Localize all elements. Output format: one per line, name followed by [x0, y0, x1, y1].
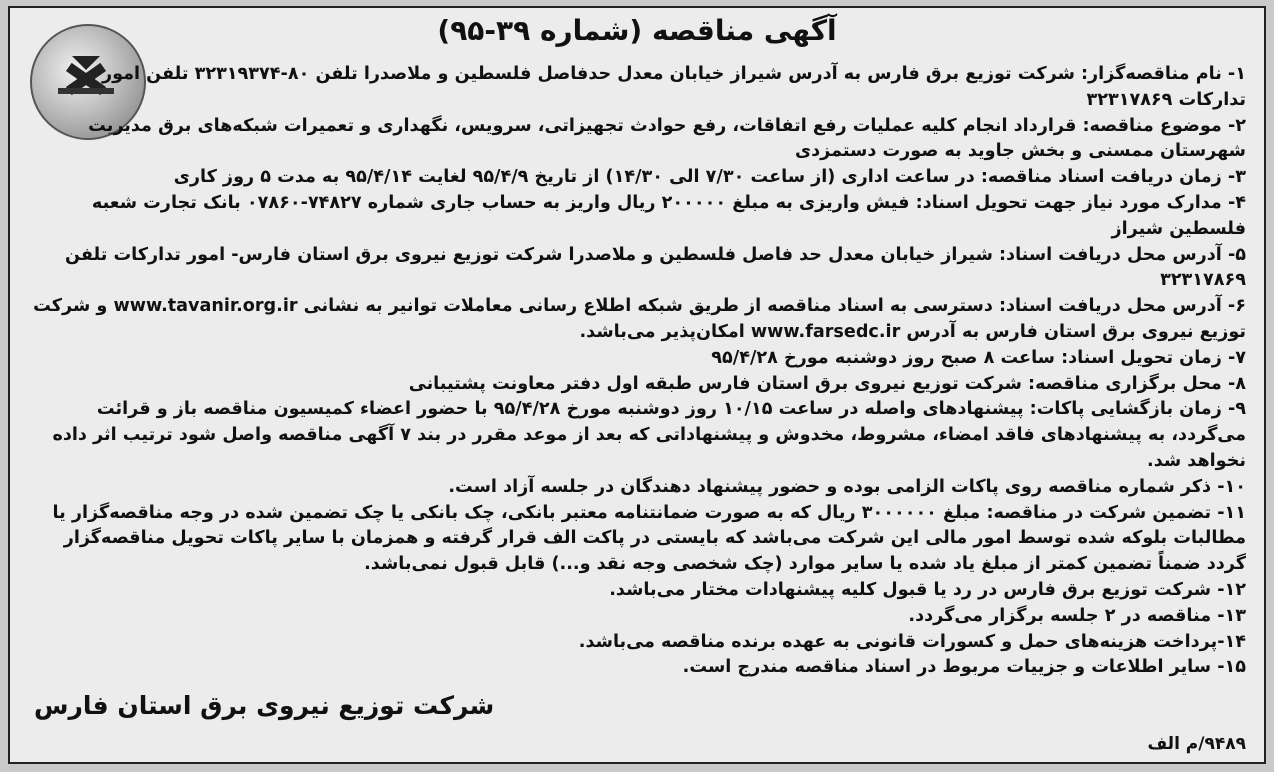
notice-title: آگهی مناقصه (شماره ۳۹-۹۵) [437, 14, 837, 47]
company-signature: شرکت توزیع نیروی برق استان فارس [34, 691, 495, 720]
item-3: ۳- زمان دریافت اسناد مناقصه: در ساعت اداری (از ساعت ۷/۳۰ الی ۱۴/۳۰) از تاریخ ۹۵/۴/۹ لغایت ۹۵/۴/۱۴ به مدت ۵ روز کاری [173, 167, 1246, 188]
item-6: ۶- آدرس محل دریافت اسناد: دسترسی به اسناد مناقصه از طریق شبکه اطلاع رسانی معاملات توانیر به نشانی www.tavanir.org.ir و شرکت توزیع نیروی برق استان فارس به آدرس www.farsedc.ir امکان‌پذیر می‌باشد. [33, 296, 1246, 342]
notice-body [32, 62, 1246, 681]
reference-number: ۹۴۸۹/م الف [1147, 734, 1246, 754]
item-13: ۱۳- مناقصه در ۲ جلسه برگزار می‌گردد. [908, 605, 1246, 626]
item-11: ۱۱- تضمین شرکت در مناقصه: مبلغ ۳۰۰۰۰۰۰ ریال که به صورت ضمانتنامه معتبر بانکی، چک بانکی یا چک تضمین شده در وجه مناقصه‌گزار یا مطالبات بلوکه شده توسط امور مالی این شرکت می‌باشد که بایستی در پاکت الف قرار گرفته و همزمان با سایر پاکات تحویل مناقصه‌گزار گردد ضمناً تضمین کمتر از مبلغ یاد شده یا سایر موارد (چک شخصی وجه نقد و...) قابل قبول نمی‌باشد. [52, 502, 1246, 575]
item-8: ۸- محل برگزاری مناقصه: شرکت توزیع نیروی برق استان فارس طبقه اول دفتر معاونت پشتیبانی [408, 373, 1246, 394]
item-7: ۷- زمان تحویل اسناد: ساعت ۸ صبح روز دوشنبه مورخ ۹۵/۴/۲۸ [711, 347, 1246, 368]
item-4: ۴- مدارک مورد نیاز جهت تحویل اسناد: فیش واریزی به مبلغ ۲۰۰۰۰۰ ریال واریز به حساب جاری شماره ۷۴۸۲۷-۰۷۸۶۰ بانک تجارت شعبه فلسطین شیراز [91, 192, 1246, 239]
item-14: ۱۴-پرداخت هزینه‌های حمل و کسورات قانونی به عهده برنده مناقصه می‌باشد. [578, 631, 1246, 652]
item-2: ۲- موضوع مناقصه: قرارداد انجام کلیه عملیات رفع اتفاقات، رفع حوادث تجهیزاتی، سرویس، نگهداری و تعمیرات شبکه‌های برق مدیریت شهرستان ممسنی و بخش جاوید به صورت دستمزدی [88, 115, 1246, 162]
item-15: ۱۵- سایر اطلاعات و جزییات مربوط در اسناد مناقصه مندرج است. [682, 657, 1246, 678]
item-9: ۹- زمان بازگشایی پاکات: پیشنهادهای واصله در ساعت ۱۰/۱۵ روز دوشنبه مورخ ۹۵/۴/۲۸ با حضور اعضاء کمیسیون مناقصه باز و قرائت می‌گردد، به پیشنهادهای فاقد امضاء، مشروط، مخدوش و پیشنهاداتی که بعد از موعد مقرر در بند ۷ آگهی مناقصه واصل شود ترتیب اثر داده نخواهد شد. [52, 399, 1246, 471]
item-1: ۱- نام مناقصه‌گزار: شرکت توزیع برق فارس به آدرس شیراز خیابان معدل حدفاصل فلسطین و ملاصدرا تلفن ۸۰-۳۲۳۱۹۳۷۴ تلفن امور تدارکات ۳۲۳۱۷۸۶۹ [101, 64, 1246, 110]
item-12: ۱۲- شرکت توزیع برق فارس در رد یا قبول کلیه پیشنهادات مختار می‌باشد. [609, 579, 1246, 600]
tender-notice [8, 6, 1266, 764]
item-10: ۱۰- ذکر شماره مناقصه روی پاکات الزامی بوده و حضور پیشنهاد دهندگان در جلسه آزاد است. [448, 476, 1246, 497]
item-5: ۵- آدرس محل دریافت اسناد: شیراز خیابان معدل حد فاصل فلسطین و ملاصدرا شرکت توزیع نیروی برق استان فارس- امور تدارکات تلفن ۳۲۳۱۷۸۶۹ [65, 244, 1246, 291]
